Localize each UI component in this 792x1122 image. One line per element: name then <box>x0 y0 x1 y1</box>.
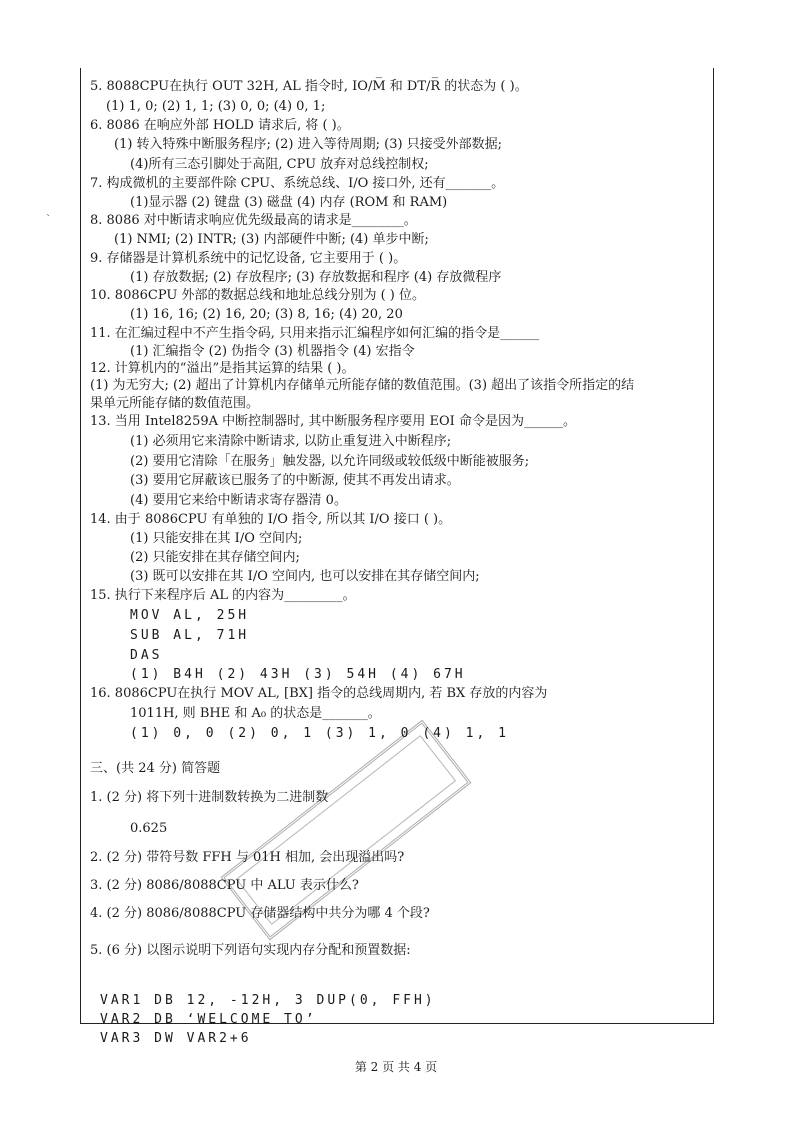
q5-text: 5. 8088CPU在执行 OUT 32H, AL 指令时, IO/M̅ 和 DT/R̅ 的状态为 ( )。 <box>90 79 528 94</box>
q14-option-3: (3) 既可以安排在其 I/O 空间内, 也可以安排在其存储空间内; <box>130 569 480 584</box>
q14-text: 14. 由于 8086CPU 有单独的 I/O 指令, 所以其 I/O 接口 ( )。 <box>90 512 452 527</box>
s3-q5-code-line-2: VAR2 DB ‘WELCOME TO’ <box>100 1012 317 1027</box>
q16-text-b: 1011H, 则 BHE 和 A₀ 的状态是_______。 <box>130 706 381 721</box>
q7-options: (1)显示器 (2) 键盘 (3) 磁盘 (4) 内存 (ROM 和 RAM) <box>130 195 448 210</box>
q7-text: 7. 构成微机的主要部件除 CPU、系统总线、I/O 接口外, 还有_______。 <box>90 176 505 191</box>
q16-options: (1) 0, 0 (2) 0, 1 (3) 1, 0 (4) 1, 1 <box>130 726 509 741</box>
q12-options-b: 果单元所能存储的数值范围。 <box>90 396 260 411</box>
section3-heading: 三、(共 24 分) 简答题 <box>90 761 221 776</box>
q13-option-3: (3) 要用它屏蔽该已服务了的中断源, 使其不再发出请求。 <box>130 473 460 488</box>
q10-text: 10. 8086CPU 外部的数据总线和地址总线分别为 ( ) 位。 <box>90 288 425 303</box>
s3-q2-text: 2. (2 分) 带符号数 FFH 与 01H 相加, 会出现溢出吗? <box>90 850 405 865</box>
q12-text: 12. 计算机内的“溢出”是指其运算的结果 ( )。 <box>90 361 355 376</box>
s3-q1-text: 1. (2 分) 将下列十进制数转换为二进制数 <box>90 790 329 805</box>
q6-options-a: (1) 转入特殊中断服务程序; (2) 进入等待周期; (3) 只接受外部数据; <box>114 137 503 152</box>
q15-code-line-2: SUB AL, 71H <box>130 628 250 643</box>
s3-q4-text: 4. (2 分) 8086/8088CPU 存储器结构中共分为哪 4 个段? <box>90 906 430 921</box>
q14-option-2: (2) 只能安排在其存储空间内; <box>130 550 300 565</box>
q11-text: 11. 在汇编过程中不产生指令码, 只用来指示汇编程序如何汇编的指令是______ <box>90 326 540 341</box>
q16-text-a: 16. 8086CPU在执行 MOV AL, [BX] 指令的总线周期内, 若 BX 存放的内容为 <box>90 686 548 701</box>
q8-options: (1) NMI; (2) INTR; (3) 内部硬件中断; (4) 单步中断; <box>114 232 429 247</box>
page-footer: 第 2 页 共 4 页 <box>354 1060 438 1074</box>
q13-text: 13. 当用 Intel8259A 中断控制器时, 其中断服务程序要用 EOI 命令是因为______。 <box>90 414 576 429</box>
q15-text: 15. 执行下来程序后 AL 的内容为_________。 <box>90 588 356 603</box>
q13-option-2: (2) 要用它清除「在服务」触发器, 以允许同级或较低级中断能被服务; <box>130 454 530 469</box>
q9-options: (1) 存放数据; (2) 存放程序; (3) 存放数据和程序 (4) 存放微程序 <box>130 270 502 285</box>
q6-options-b: (4)所有三态引脚处于高阻, CPU 放弃对总线控制权; <box>130 157 429 172</box>
s3-q1-value: 0.625 <box>130 821 168 836</box>
q5-options: (1) 1, 0; (2) 1, 1; (3) 0, 0; (4) 0, 1; <box>106 99 326 114</box>
q15-options: (1) B4H (2) 43H (3) 54H (4) 67H <box>130 667 466 682</box>
q13-option-4: (4) 要用它来给中断请求寄存器清 0。 <box>130 493 347 508</box>
q8-text: 8. 8086 对中断请求响应优先级最高的请求是________。 <box>90 213 417 228</box>
q15-code-line-1: MOV AL, 25H <box>130 608 250 623</box>
q9-text: 9. 存储器是计算机系统中的记忆设备, 它主要用于 ( )。 <box>90 251 407 266</box>
q6-text: 6. 8086 在响应外部 HOLD 请求后, 将 ( )。 <box>90 118 350 133</box>
margin-mark: ` <box>46 214 51 225</box>
s3-q5-code-line-1: VAR1 DB 12, -12H, 3 DUP(0, FFH) <box>100 993 436 1008</box>
q12-options-a: (1) 为无穷大; (2) 超出了计算机内存储单元所能存储的数值范围。(3) 超出了该指令所指定的结 <box>90 378 635 393</box>
s3-q3-text: 3. (2 分) 8086/8088CPU 中 ALU 表示什么? <box>90 878 359 893</box>
q11-options: (1) 汇编指令 (2) 伪指令 (3) 机器指令 (4) 宏指令 <box>130 344 415 359</box>
q15-code-line-3: DAS <box>130 648 163 663</box>
q10-options: (1) 16, 16; (2) 16, 20; (3) 8, 16; (4) 20, 20 <box>130 307 403 322</box>
q14-option-1: (1) 只能安排在其 I/O 空间内; <box>130 531 303 546</box>
q13-option-1: (1) 必须用它来清除中断请求, 以防止重复进入中断程序; <box>130 434 452 449</box>
s3-q5-text: 5. (6 分) 以图示说明下列语句实现内存分配和预置数据: <box>90 943 411 958</box>
s3-q5-code-line-3: VAR3 DW VAR2+6 <box>100 1031 252 1046</box>
